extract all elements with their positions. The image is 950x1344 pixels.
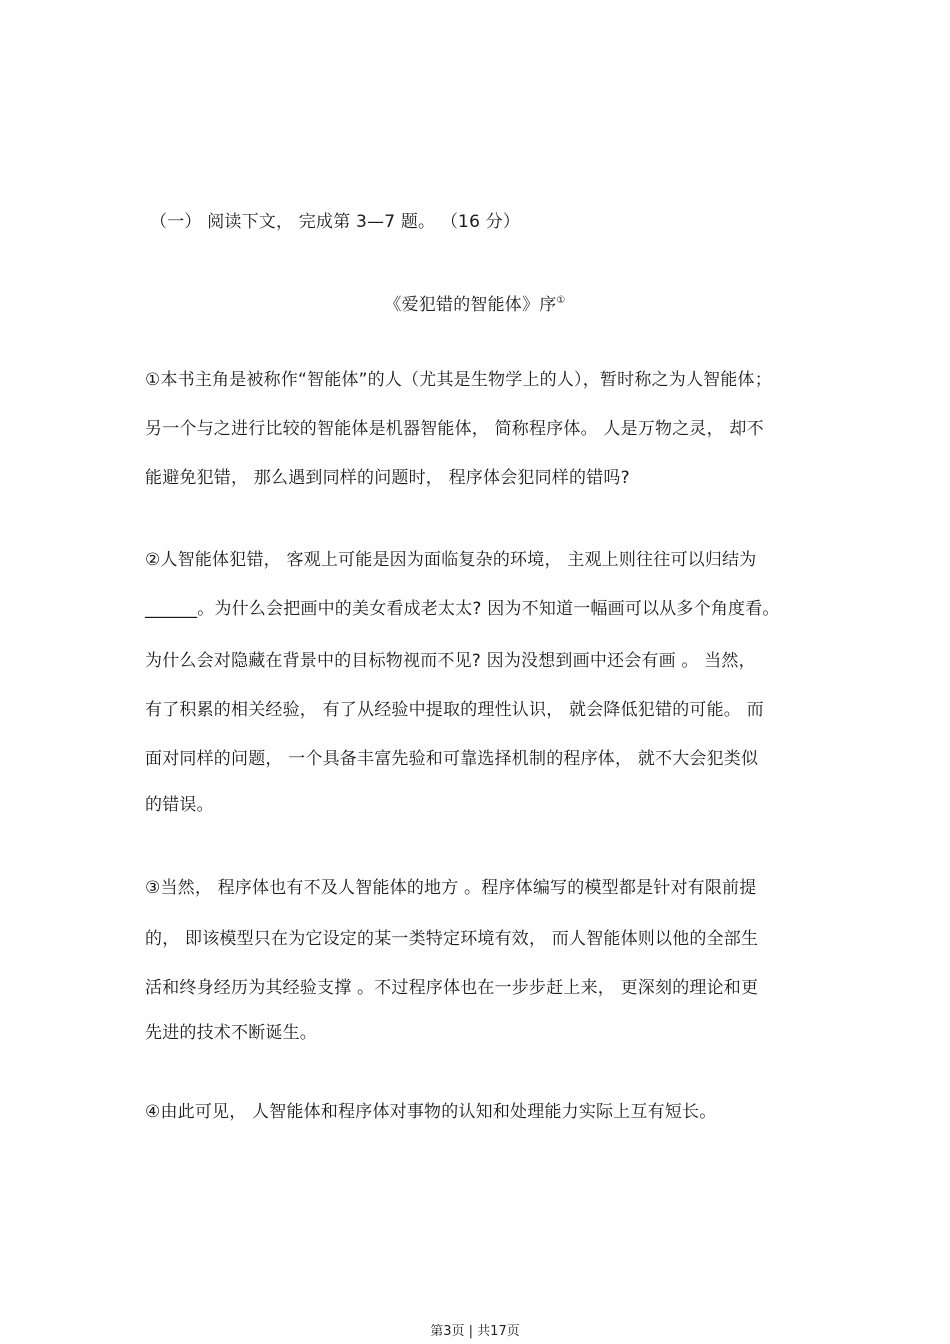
paragraph-line: ______。为什么会把画中的美女看成老太太? 因为不知道一幅画可以从多个角度看。	[145, 599, 780, 619]
paragraph-line: 活和终身经历为其经验支撑 。不过程序体也在一步步赶上来， 更深刻的理论和更	[145, 978, 759, 998]
section-header: （一） 阅读下文， 完成第 3—7 题。 （16 分）	[150, 212, 521, 232]
paragraph-line: 面对同样的问题， 一个具备丰富先验和可靠选择机制的程序体， 就不大会犯类似	[145, 749, 759, 769]
paragraph-line: 另一个与之进行比较的智能体是机器智能体， 简称程序体。 人是万物之灵， 却不	[145, 419, 764, 439]
article-title-text: 《爱犯错的智能体》序	[384, 295, 557, 315]
paragraph-line: 有了积累的相关经验， 有了从经验中提取的理性认识， 就会降低犯错的可能。 而	[145, 700, 764, 720]
paragraph-line: ③当然， 程序体也有不及人智能体的地方 。程序体编写的模型都是针对有限前提	[145, 878, 757, 898]
page-footer: 第3页 | 共17页	[430, 1324, 520, 1339]
paragraph-line: ④由此可见， 人智能体和程序体对事物的认知和处理能力实际上互有短长。	[145, 1102, 717, 1122]
paragraph-line: 的错误。	[145, 795, 214, 815]
paragraph-line: ①本书主角是被称作“智能体”的人（尤其是生物学上的人），暂时称之为人智能体；	[145, 370, 772, 390]
paragraph-line: ②人智能体犯错， 客观上可能是因为面临复杂的环境， 主观上则往往可以归结为	[145, 550, 757, 570]
paragraph-line: 的， 即该模型只在为它设定的某一类特定环境有效， 而人智能体则以他的全部生	[145, 929, 759, 949]
paragraph-line: 能避免犯错， 那么遇到同样的问题时， 程序体会犯同样的错吗?	[145, 468, 630, 488]
article-title	[0, 290, 950, 316]
paragraph-line: 为什么会对隐藏在背景中的目标物视而不见? 因为没想到画中还会有画 。 当然，	[145, 651, 756, 671]
paragraph-line: 先进的技术不断诞生。	[145, 1023, 317, 1043]
title-footnote-marker: ①	[556, 295, 566, 306]
